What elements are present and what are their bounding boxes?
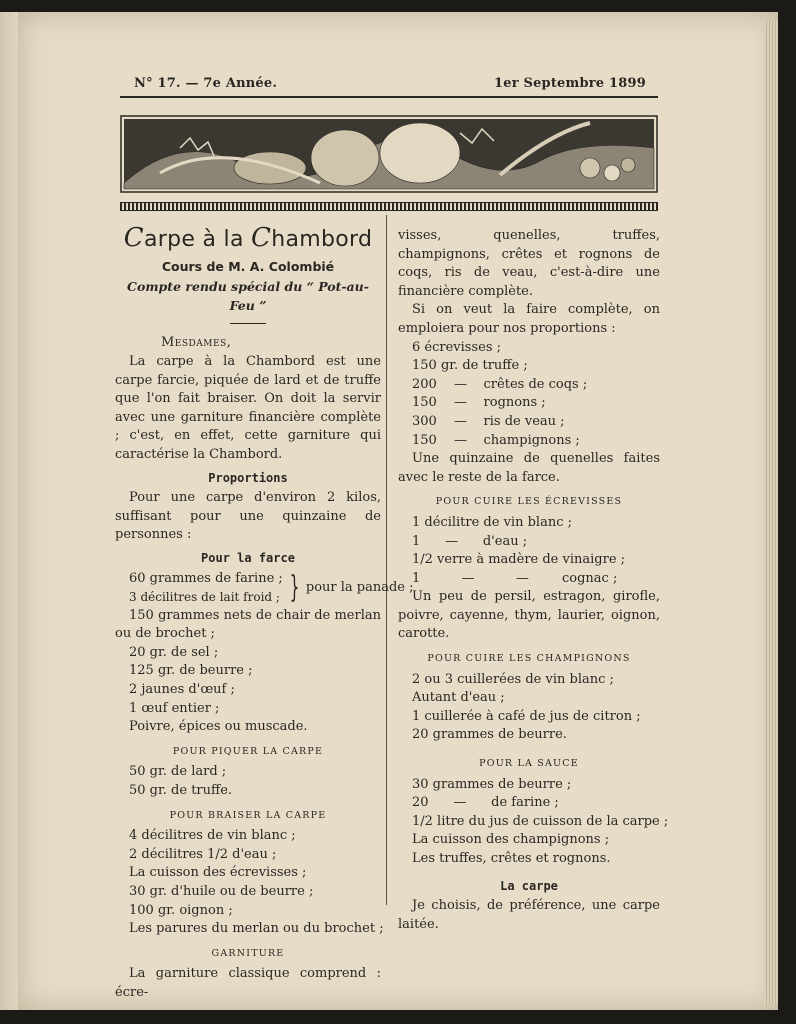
complete-paragraph: Si on veut la faire complète, on emploiera pour nos proportions :: [398, 302, 660, 336]
list-item: Poivre, épices ou muscade.: [129, 719, 308, 735]
list-item: 1 — — cognac ;: [412, 570, 618, 586]
left-column: [115, 223, 414, 1003]
farce-heading: Pour la farce: [201, 550, 295, 565]
list-item: 20 grammes de beurre.: [412, 727, 567, 743]
list-item: 150 gr. de truffe ;: [412, 358, 528, 374]
list-item: 30 gr. d'huile ou de beurre ;: [129, 884, 314, 899]
column-divider: [386, 215, 387, 905]
issue-date: 1er Septembre 1899: [494, 76, 646, 91]
list-item: 20 — de farine ;: [412, 795, 559, 811]
list-item: 150 — champignons ;: [412, 432, 580, 448]
carpe-heading: La carpe: [500, 878, 558, 893]
list-item: 1 cuillerée à café de jus de citron ;: [412, 708, 641, 724]
list-item: 100 gr. oignon ;: [129, 902, 233, 918]
panade-brace-group: [115, 570, 414, 607]
list-item: 150 — rognons ;: [412, 395, 546, 411]
article-author: Cours de M. A. Colombié: [161, 258, 335, 274]
garniture-continued: visses, quenelles, truffes, champignons, crêtes et rognons de coqs, ris de veau, c'est-à-dire une financière complète.: [398, 228, 660, 299]
list-item: 20 gr. de sel ;: [129, 644, 219, 660]
list-item: 2 ou 3 cuillerées de vin blanc ;: [412, 671, 614, 687]
list-item: 60 grammes de farine ;: [129, 570, 283, 586]
list-item: 2 décilitres 1/2 d'eau ;: [129, 846, 277, 862]
proportions-paragraph: Pour une carpe d'environ 2 kilos, suffisant pour une quinzaine de personnes :: [115, 490, 381, 543]
article-subtitle: Compte rendu spécial du “ Pot-au-Feu ”: [127, 279, 369, 313]
list-item: 1/2 litre du jus de cuisson de la carpe ;: [412, 813, 669, 829]
list-item: 1 — d'eau ;: [412, 533, 528, 549]
sauce-heading: POUR LA SAUCE: [479, 758, 579, 770]
list-item: 3 décilitres de lait froid ;: [129, 590, 280, 605]
list-item: 200 — crêtes de coqs ;: [412, 376, 588, 392]
vegetable-illustration-banner-icon: [120, 113, 658, 195]
brace-label: pour la panade ;: [305, 579, 414, 595]
article-title: Carpe à la Chambord: [123, 223, 373, 253]
list-item: 30 grammes de beurre ;: [412, 776, 572, 792]
salutation: Mesdames,: [161, 335, 232, 351]
list-item: 300 — ris de veau ;: [412, 413, 565, 429]
header-rule: [120, 96, 658, 98]
brace-glyph: }: [289, 570, 300, 606]
carpe-paragraph: Je choisis, de préférence, une carpe laitée.: [398, 898, 660, 932]
list-item: 1/2 verre à madère de vinaigre ;: [412, 552, 626, 568]
list-item: 4 décilitres de vin blanc ;: [129, 828, 296, 844]
list-item: La cuisson des champignons ;: [412, 832, 610, 848]
champignons-heading: POUR CUIRE LES CHAMPIGNONS: [427, 653, 631, 665]
list-item: 6 écrevisses ;: [412, 339, 502, 355]
quenelles-paragraph: Une quinzaine de quenelles faites avec le reste de la farce.: [398, 451, 660, 485]
list-item: La cuisson des écrevisses ;: [129, 865, 307, 881]
list-item: 125 gr. de beurre ;: [129, 663, 253, 679]
right-column: [398, 227, 669, 934]
list-item: 1 œuf entier ;: [129, 700, 220, 716]
issue-number: N° 17. — 7e Année.: [134, 76, 278, 91]
list-item: 150 grammes nets de chair de merlan ou de brochet ;: [115, 607, 381, 642]
proportions-heading: Proportions: [208, 470, 288, 485]
ecrevisses-paragraph: Un peu de persil, estragon, girofle, poivre, cayenne, thym, laurier, oignon, carotte.: [398, 589, 660, 642]
list-item: 50 gr. de lard ;: [129, 764, 227, 780]
braiser-heading: POUR BRAISER LA CARPE: [169, 809, 327, 821]
ecrevisses-heading: POUR CUIRE LES ÉCREVISSES: [435, 496, 623, 508]
piquer-heading: POUR PIQUER LA CARPE: [172, 745, 324, 757]
list-item: 2 jaunes d'œuf ;: [129, 682, 235, 698]
intro-paragraph: La carpe à la Chambord est une carpe farcie, piquée de lard et de truffe que l'on fait braiser. On doit la servir avec une garniture financière complète ; c'est, en effet, cette garniture qui caractérise la Chambord.: [115, 353, 381, 462]
page-edges: [764, 20, 778, 1005]
list-item: 1 décilitre de vin blanc ;: [412, 514, 572, 530]
title-rule: [230, 323, 266, 324]
list-item: Les parures du merlan ou du brochet ;: [129, 921, 384, 937]
page-header: [120, 76, 660, 94]
list-item: Autant d'eau ;: [412, 690, 505, 706]
list-item: Les truffes, crêtes et rognons.: [412, 851, 611, 866]
list-item: 50 gr. de truffe.: [129, 783, 233, 799]
ornamental-rule: [120, 202, 658, 211]
garniture-paragraph: La garniture classique comprend : écre-: [115, 966, 381, 1000]
garniture-heading: GARNITURE: [211, 947, 285, 959]
